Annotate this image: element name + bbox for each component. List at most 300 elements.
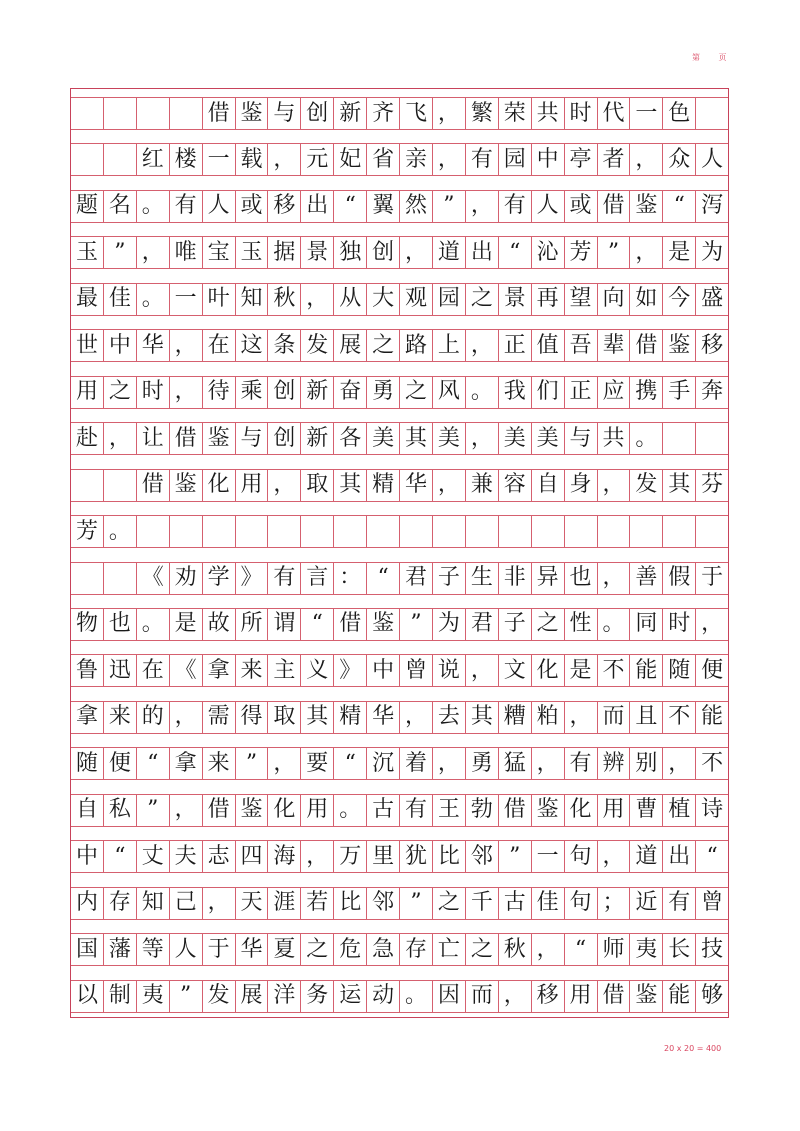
grid-cell: [267, 516, 300, 547]
grid-cell: 繁: [465, 98, 498, 129]
grid-cell: 园: [432, 284, 465, 315]
grid-cell: 于: [202, 934, 235, 965]
grid-cell: 发: [629, 470, 662, 501]
grid-cell: 诗: [695, 795, 728, 826]
grid-cell: 志: [202, 841, 235, 872]
grid-cell: “: [564, 934, 597, 965]
grid-cell: ，: [300, 284, 333, 315]
grid-row: [71, 469, 728, 502]
grid-row: [71, 562, 728, 595]
grid-cell: 有: [267, 563, 300, 594]
grid-cell: 在: [136, 655, 169, 686]
grid-cell: 生: [465, 563, 498, 594]
grid-cell: 义: [300, 655, 333, 686]
grid-cell: 鉴: [662, 330, 695, 361]
grid-cell: 时: [564, 98, 597, 129]
grid-cell: [662, 516, 695, 547]
grid-cell: “: [300, 609, 333, 640]
grid-cell: ，: [103, 423, 136, 454]
grid-cell: 比: [432, 841, 465, 872]
grid-cell: ，: [202, 888, 235, 919]
grid-cell: 着: [399, 748, 432, 779]
grid-cell: 句: [564, 841, 597, 872]
grid-cell: “: [333, 748, 366, 779]
grid-cell: 华: [366, 702, 399, 733]
grid-cell: [169, 98, 202, 129]
grid-cell: 国: [75, 936, 98, 962]
grid-cell: [662, 423, 695, 454]
grid-cell: 要: [300, 748, 333, 779]
grid-cell: 丈: [136, 841, 169, 872]
grid-cell: 人: [695, 144, 728, 175]
grid-cell: 风: [432, 377, 465, 408]
grid-cell: 华: [136, 330, 169, 361]
grid-cell: [629, 516, 662, 547]
grid-cell: “: [662, 191, 695, 222]
grid-cell: 吾: [564, 330, 597, 361]
grid-cell: 谓: [267, 609, 300, 640]
grid-cell: ，: [432, 748, 465, 779]
grid-cell: 所: [235, 609, 268, 640]
grid-cell: 知: [136, 888, 169, 919]
grid-cell: 去: [432, 702, 465, 733]
grid-cell: 者: [597, 144, 630, 175]
grid-cell: ，: [564, 702, 597, 733]
grid-cell: 据: [267, 237, 300, 268]
grid-cell: 。: [597, 609, 630, 640]
grid-cell: 借: [333, 609, 366, 640]
grid-cell: [136, 98, 169, 129]
grid-cell: 代: [597, 98, 630, 129]
grid-cell: 。: [136, 284, 169, 315]
grid-cell: 然: [399, 191, 432, 222]
grid-cell: 假: [662, 563, 695, 594]
grid-cell: 与: [267, 98, 300, 129]
grid-cell: 之: [300, 934, 333, 965]
grid-cell: “: [498, 237, 531, 268]
grid-cell: 植: [662, 795, 695, 826]
grid-cell: 今: [662, 284, 695, 315]
grid-cell: [103, 144, 136, 175]
grid-cell: ”: [136, 795, 169, 826]
grid-cell: 。: [103, 516, 136, 547]
grid-cell: 用: [75, 379, 98, 405]
grid-cell: 之: [432, 888, 465, 919]
grid-cell: 长: [662, 934, 695, 965]
grid-cell: 众: [662, 144, 695, 175]
grid-cell: 荣: [498, 98, 531, 129]
grid-cell: 手: [662, 377, 695, 408]
grid-row: [71, 143, 728, 176]
grid-cell: [564, 516, 597, 547]
grid-cell: 若: [300, 888, 333, 919]
grid-cell: 四: [235, 841, 268, 872]
grid-cell: 创: [366, 237, 399, 268]
grid-cell: 芳: [75, 518, 98, 544]
grid-cell: 宝: [202, 237, 235, 268]
grid-cell: [300, 516, 333, 547]
grid-cell: ，: [432, 470, 465, 501]
grid-cell: 借: [597, 981, 630, 1012]
grid-cell: ，: [267, 144, 300, 175]
grid-cell: [71, 144, 103, 175]
grid-cell: 移: [267, 191, 300, 222]
grid-cell: 美: [366, 423, 399, 454]
grid-cell: 万: [333, 841, 366, 872]
grid-cell: 能: [662, 981, 695, 1012]
grid-cell: 鉴: [235, 795, 268, 826]
grid-cell: 借: [202, 795, 235, 826]
grid-cell: 奋: [333, 377, 366, 408]
grid-cell: ，: [662, 748, 695, 779]
grid-cell: 一: [629, 98, 662, 129]
grid-cell: 之: [399, 377, 432, 408]
grid-cell: [333, 516, 366, 547]
grid-cell: 亭: [564, 144, 597, 175]
grid-cell: 为: [432, 609, 465, 640]
grid-cell: ，: [169, 702, 202, 733]
grid-cell: 秋: [498, 934, 531, 965]
grid-cell: 创: [267, 423, 300, 454]
grid-cell: 路: [399, 330, 432, 361]
grid-cell: ，: [169, 330, 202, 361]
grid-cell: 兼: [465, 470, 498, 501]
grid-cell: 其: [465, 702, 498, 733]
grid-cell: 故: [202, 609, 235, 640]
grid-cell: 出: [662, 841, 695, 872]
grid-cell: 天: [235, 888, 268, 919]
grid-cell: 元: [300, 144, 333, 175]
grid-row: [71, 794, 728, 827]
grid-cell: 拿: [169, 748, 202, 779]
grid-cell: ，: [465, 655, 498, 686]
grid-cell: 赴: [75, 425, 98, 451]
grid-cell: 性: [564, 609, 597, 640]
grid-cell: 的: [136, 702, 169, 733]
grid-cell: ；: [597, 888, 630, 919]
grid-cell: ，: [432, 144, 465, 175]
grid-cell: ，: [465, 423, 498, 454]
grid-cell: 景: [300, 237, 333, 268]
grid-cell: 亲: [399, 144, 432, 175]
grid-cell: 也: [103, 609, 136, 640]
grid-cell: 学: [202, 563, 235, 594]
grid-cell: 夷: [629, 934, 662, 965]
grid-cell: 勇: [465, 748, 498, 779]
grid-cell: [103, 563, 136, 594]
grid-cell: 沁: [531, 237, 564, 268]
grid-cell: ”: [235, 748, 268, 779]
grid-cell: 名: [103, 191, 136, 222]
grid-cell: 齐: [366, 98, 399, 129]
grid-row: [71, 980, 728, 1013]
grid-cell: 中: [531, 144, 564, 175]
grid-cell: “: [103, 841, 136, 872]
grid-cell: 人: [531, 191, 564, 222]
grid-cell: 因: [432, 981, 465, 1012]
grid-cell: 美: [432, 423, 465, 454]
grid-cell: 鉴: [169, 470, 202, 501]
grid-cell: 我: [498, 377, 531, 408]
grid-cell: 其: [333, 470, 366, 501]
grid-row: [71, 840, 728, 873]
grid-cell: 美: [498, 423, 531, 454]
grid-cell: 文: [498, 655, 531, 686]
grid-cell: 亡: [432, 934, 465, 965]
grid-cell: 化: [202, 470, 235, 501]
grid-cell: ，: [465, 330, 498, 361]
grid-cell: 之: [465, 934, 498, 965]
grid-cell: 比: [333, 888, 366, 919]
grid-cell: 知: [235, 284, 268, 315]
grid-cell: 在: [202, 330, 235, 361]
grid-cell: 再: [531, 284, 564, 315]
grid-cell: 芳: [564, 237, 597, 268]
grid-cell: 美: [531, 423, 564, 454]
grid-cell: 玉: [235, 237, 268, 268]
grid-cell: 曹: [629, 795, 662, 826]
grid-cell: ，: [399, 237, 432, 268]
grid-cell: 非: [498, 563, 531, 594]
grid-cell: 。: [629, 423, 662, 454]
grid-cell: 其: [300, 702, 333, 733]
grid-cell: 独: [333, 237, 366, 268]
grid-cell: 园: [498, 144, 531, 175]
grid-cell: 言: [300, 563, 333, 594]
grid-cell: 辨: [597, 748, 630, 779]
grid-cell: ”: [498, 841, 531, 872]
grid-cell: 邻: [366, 888, 399, 919]
grid-cell: [136, 516, 169, 547]
grid-cell: 鉴: [366, 609, 399, 640]
grid-cell: 为: [695, 237, 728, 268]
grid-cell: 道: [432, 237, 465, 268]
grid-cell: 条: [267, 330, 300, 361]
grid-cell: 君: [465, 609, 498, 640]
grid-cell: 中: [75, 843, 98, 869]
grid-cell: 之: [465, 284, 498, 315]
grid-cell: 制: [103, 981, 136, 1012]
grid-cell: 大: [366, 284, 399, 315]
grid-cell: 有: [564, 748, 597, 779]
grid-cell: 道: [629, 841, 662, 872]
grid-cell: 佳: [531, 888, 564, 919]
grid-cell: 发: [202, 981, 235, 1012]
grid-cell: 鉴: [202, 423, 235, 454]
grid-cell: 借: [498, 795, 531, 826]
grid-cell: 时: [662, 609, 695, 640]
grid-cell: 上: [432, 330, 465, 361]
grid-cell: 中: [103, 330, 136, 361]
grid-cell: 鉴: [531, 795, 564, 826]
grid-cell: 出: [465, 237, 498, 268]
grid-cell: 一: [202, 144, 235, 175]
grid-cell: 己: [169, 888, 202, 919]
grid-cell: 共: [531, 98, 564, 129]
grid-cell: 从: [333, 284, 366, 315]
grid-cell: 一: [169, 284, 202, 315]
grid-cell: 创: [267, 377, 300, 408]
grid-cell: 私: [103, 795, 136, 826]
grid-cell: 辈: [597, 330, 630, 361]
grid-cell: 创: [300, 98, 333, 129]
grid-cell: 需: [202, 702, 235, 733]
grid-cell: [695, 423, 728, 454]
grid-cell: ，: [531, 748, 564, 779]
grid-cell: 玉: [75, 239, 98, 265]
grid-cell: 妃: [333, 144, 366, 175]
grid-cell: 容: [498, 470, 531, 501]
grid-cell: 能: [695, 702, 728, 733]
grid-row: [71, 654, 728, 687]
grid-cell: ，: [629, 237, 662, 268]
grid-cell: 望: [564, 284, 597, 315]
grid-cell: 精: [366, 470, 399, 501]
grid-cell: 存: [103, 888, 136, 919]
grid-cell: 共: [597, 423, 630, 454]
grid-cell: 移: [695, 330, 728, 361]
grid-cell: ，: [695, 609, 728, 640]
grid-cell: 不: [695, 748, 728, 779]
grid-cell: ，: [136, 237, 169, 268]
grid-cell: 其: [662, 470, 695, 501]
grid-cell: [695, 516, 728, 547]
grid-cell: 说: [432, 655, 465, 686]
grid-cell: 藩: [103, 934, 136, 965]
grid-cell: 句: [564, 888, 597, 919]
grid-cell: 曾: [695, 888, 728, 919]
grid-cell: 》: [333, 655, 366, 686]
grid-cell: 观: [399, 284, 432, 315]
grid-cell: 于: [695, 563, 728, 594]
grid-cell: [695, 98, 728, 129]
grid-cell: 洋: [267, 981, 300, 1012]
grid-cell: 不: [597, 655, 630, 686]
grid-cell: 红: [136, 144, 169, 175]
grid-cell: 有: [399, 795, 432, 826]
grid-cell: 猛: [498, 748, 531, 779]
grid-count-label: 20 x 20 = 400: [664, 1044, 722, 1053]
page-number-label: 第 页: [692, 53, 735, 62]
grid-cell: 也: [564, 563, 597, 594]
grid-row: [71, 515, 728, 548]
grid-cell: 古: [366, 795, 399, 826]
grid-cell: 便: [695, 655, 728, 686]
grid-cell: 值: [531, 330, 564, 361]
grid-cell: 或: [235, 191, 268, 222]
grid-cell: ，: [267, 748, 300, 779]
grid-cell: [432, 516, 465, 547]
grid-cell: 且: [629, 702, 662, 733]
grid-cell: 携: [629, 377, 662, 408]
grid-cell: 奔: [695, 377, 728, 408]
grid-cell: 新: [300, 377, 333, 408]
grid-cell: 用: [300, 795, 333, 826]
grid-cell: 叶: [202, 284, 235, 315]
grid-cell: 随: [75, 750, 98, 776]
grid-cell: 移: [531, 981, 564, 1012]
grid-row: [71, 97, 728, 130]
grid-row: [71, 608, 728, 641]
grid-cell: 以: [75, 983, 98, 1009]
grid-cell: 夫: [169, 841, 202, 872]
grid-cell: 与: [235, 423, 268, 454]
grid-cell: 精: [333, 702, 366, 733]
grid-cell: 正: [564, 377, 597, 408]
grid-cell: 借: [169, 423, 202, 454]
grid-cell: [103, 470, 136, 501]
grid-cell: 来: [235, 655, 268, 686]
grid-cell: 省: [366, 144, 399, 175]
grid-cell: “: [136, 748, 169, 779]
grid-cell: 海: [267, 841, 300, 872]
grid-cell: 勇: [366, 377, 399, 408]
grid-cell: 曾: [399, 655, 432, 686]
grid-cell: 动: [366, 981, 399, 1012]
grid-cell: 劝: [169, 563, 202, 594]
grid-cell: 翼: [366, 191, 399, 222]
grid-cell: 古: [498, 888, 531, 919]
grid-cell: “: [366, 563, 399, 594]
grid-cell: [202, 516, 235, 547]
grid-cell: 乘: [235, 377, 268, 408]
grid-cell: 主: [267, 655, 300, 686]
grid-row: [71, 933, 728, 966]
grid-cell: 之: [531, 609, 564, 640]
grid-cell: 务: [300, 981, 333, 1012]
grid-cell: 迅: [103, 655, 136, 686]
grid-cell: 等: [136, 934, 169, 965]
grid-cell: 身: [564, 470, 597, 501]
grid-cell: 展: [235, 981, 268, 1012]
grid-cell: ，: [597, 841, 630, 872]
grid-cell: 勃: [465, 795, 498, 826]
grid-cell: 师: [597, 934, 630, 965]
grid-cell: 新: [300, 423, 333, 454]
grid-cell: 借: [597, 191, 630, 222]
grid-cell: ：: [333, 563, 366, 594]
grid-cell: 而: [465, 981, 498, 1012]
grid-cell: 华: [235, 934, 268, 965]
grid-cell: ，: [300, 841, 333, 872]
grid-cell: 借: [629, 330, 662, 361]
grid-cell: 得: [235, 702, 268, 733]
grid-cell: 君: [399, 563, 432, 594]
grid-cell: 其: [399, 423, 432, 454]
grid-cell: 之: [103, 377, 136, 408]
grid-cell: 犹: [399, 841, 432, 872]
grid-row: [71, 747, 728, 780]
grid-cell: ，: [169, 795, 202, 826]
grid-cell: 芬: [695, 470, 728, 501]
grid-cell: 有: [662, 888, 695, 919]
grid-cell: 世: [75, 332, 98, 358]
grid-cell: 新: [333, 98, 366, 129]
grid-cell: 一: [531, 841, 564, 872]
grid-cell: ，: [629, 144, 662, 175]
grid-cell: 邻: [465, 841, 498, 872]
grid-cell: 是: [662, 237, 695, 268]
grid-row: [71, 422, 728, 455]
grid-cell: ”: [432, 191, 465, 222]
grid-cell: [597, 516, 630, 547]
grid-cell: ”: [399, 609, 432, 640]
grid-cell: 能: [629, 655, 662, 686]
grid-cell: ，: [597, 563, 630, 594]
grid-cell: 中: [366, 655, 399, 686]
grid-cell: 千: [465, 888, 498, 919]
grid-cell: 鉴: [235, 98, 268, 129]
